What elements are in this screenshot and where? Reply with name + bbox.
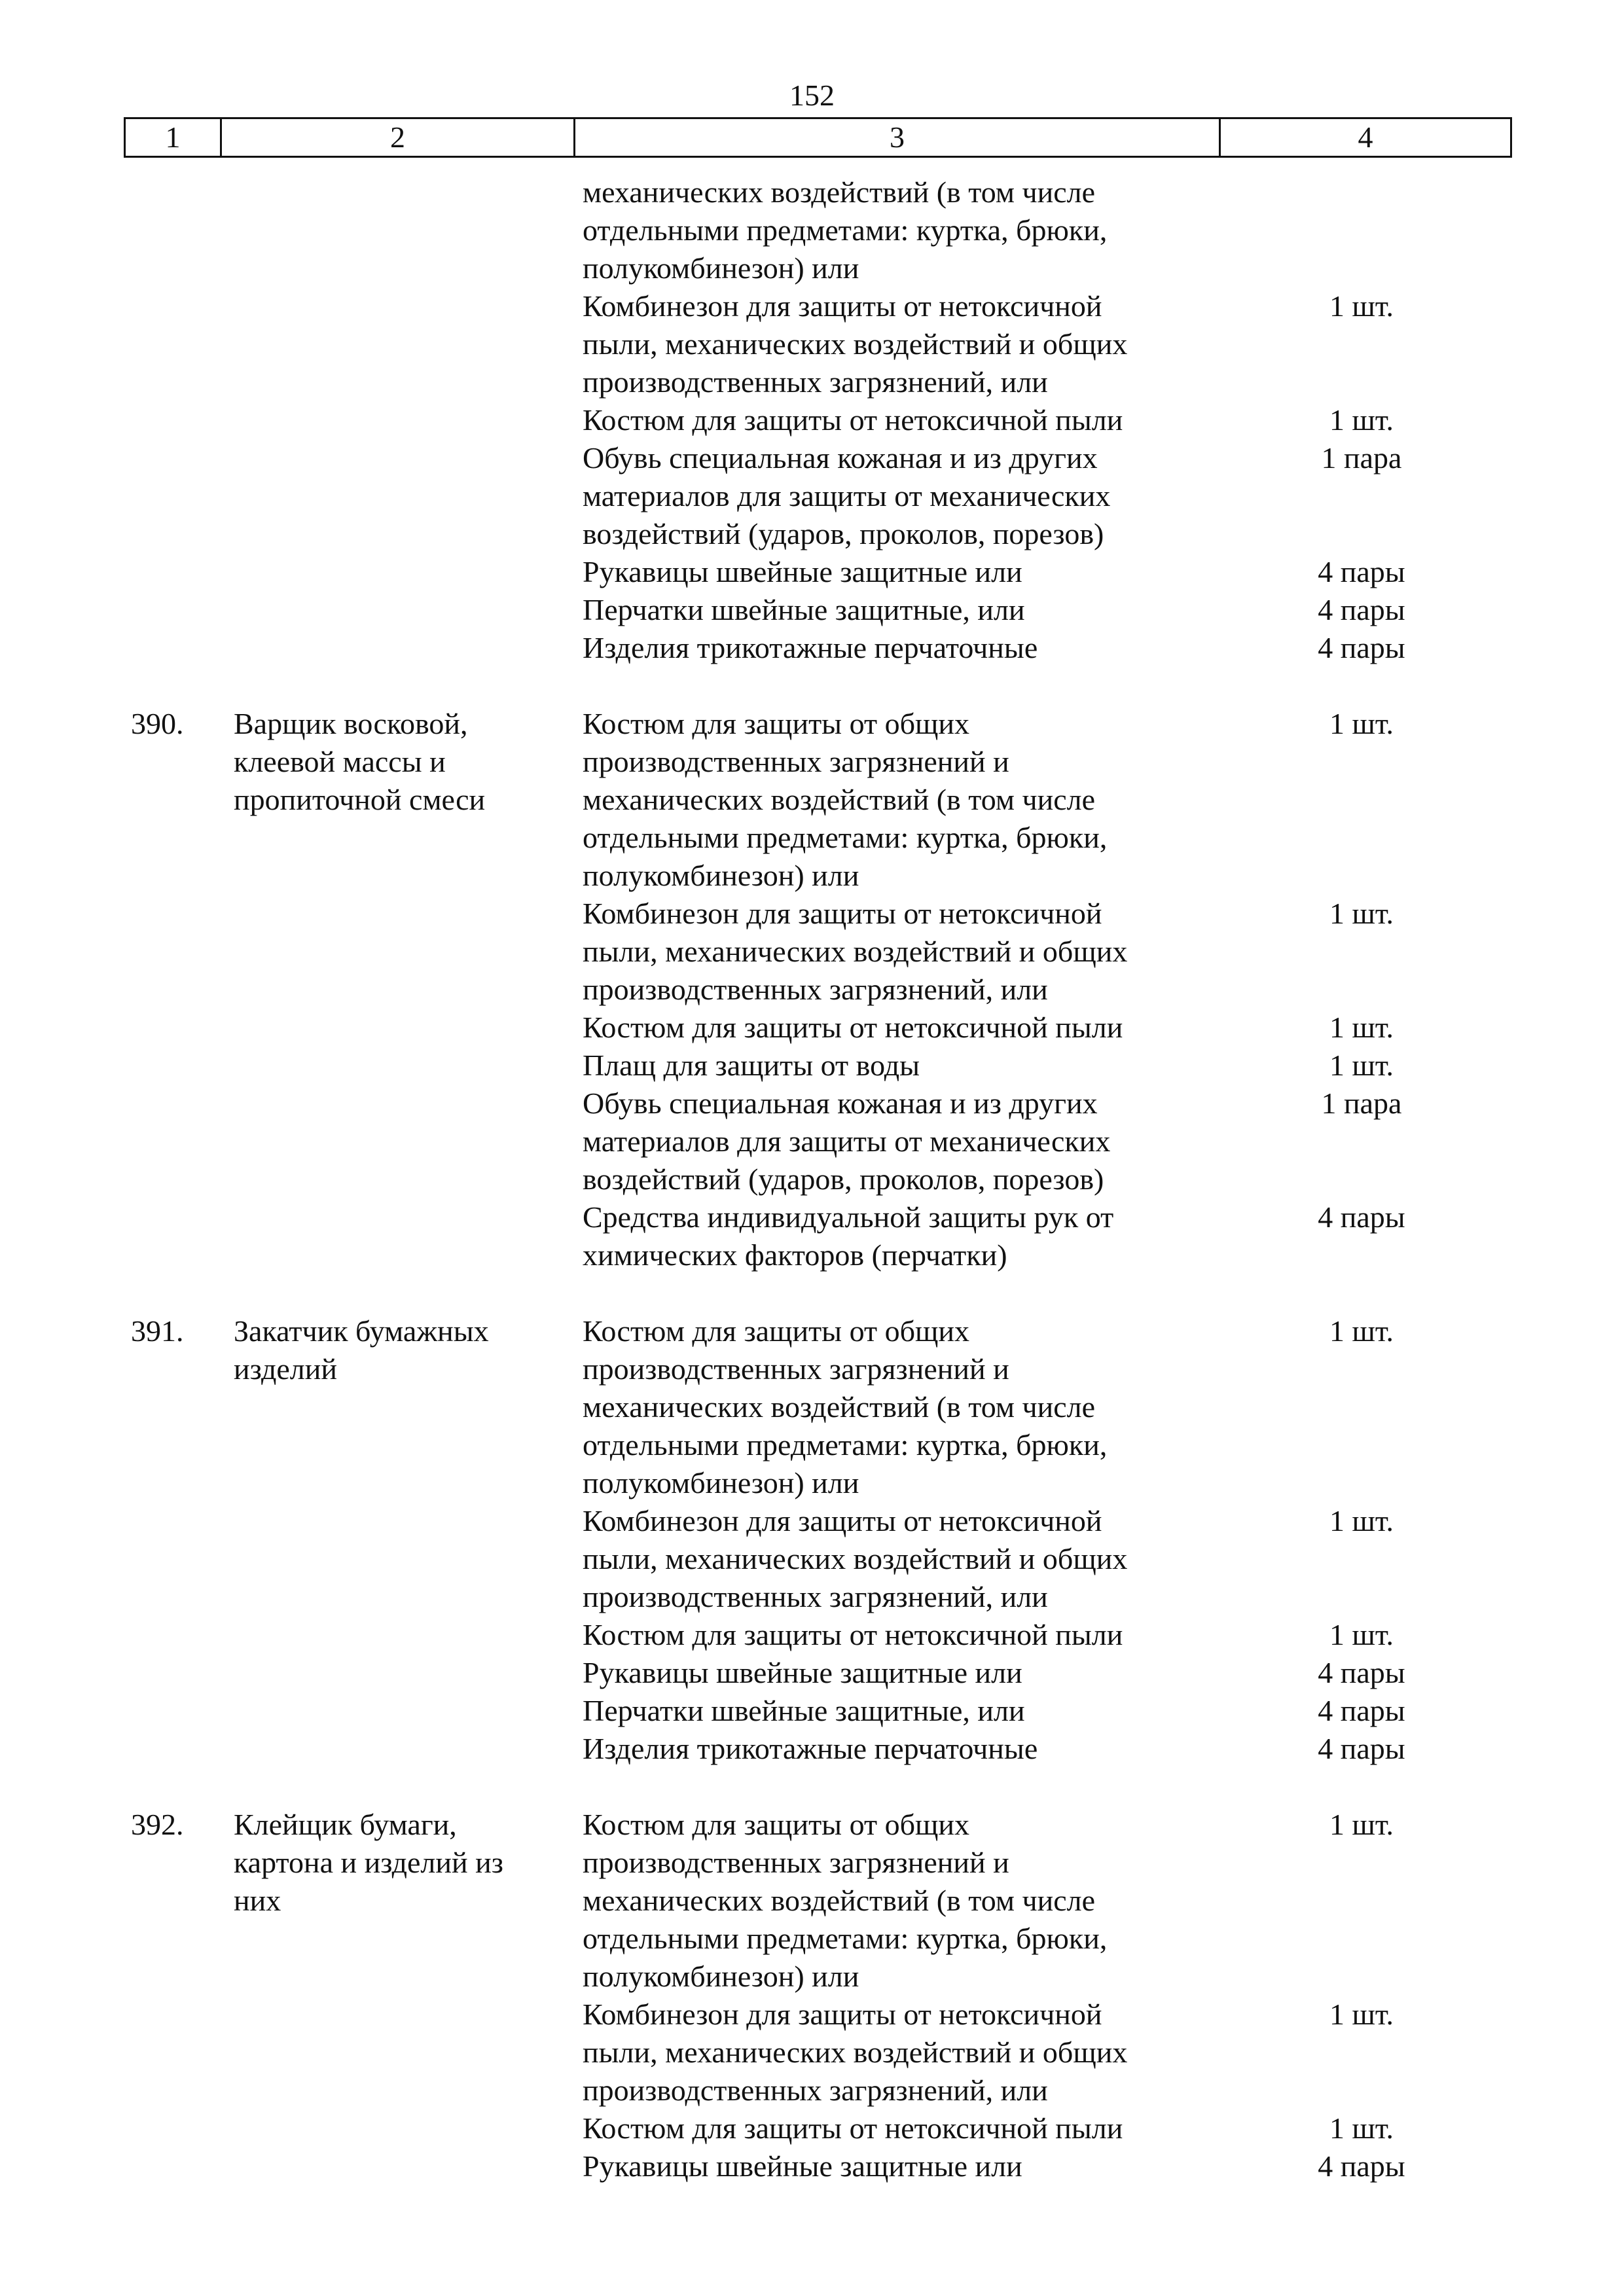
item-text-line: Изделия трикотажные перчаточные [583, 1732, 1038, 1765]
entry-number: 390. [131, 707, 184, 740]
item-text-line: производственных загрязнений и [583, 745, 1009, 778]
item-quantity: 1 шт. [1329, 1998, 1394, 2031]
item-text-line: Обувь специальная кожаная и из других [583, 1086, 1098, 1120]
item-quantity: 1 шт. [1329, 1808, 1394, 1841]
item-text-line: Комбинезон для защиты от нетоксичной [583, 1504, 1102, 1537]
item-text-line: Костюм для защиты от нетоксичной пыли [583, 1618, 1123, 1651]
item-quantity: 4 пары [1318, 555, 1405, 588]
item-text-line: химических факторов (перчатки) [583, 1238, 1007, 1272]
column-header-row [124, 117, 1512, 158]
occupation-name-line: пропиточной смеси [234, 783, 486, 816]
item-text-line: Костюм для защиты от нетоксичной пыли [583, 403, 1123, 437]
item-text-line: материалов для защиты от механических [583, 1124, 1111, 1158]
item-text-line: отдельными предметами: куртка, брюки, [583, 1428, 1108, 1462]
item-text-line: механических воздействий (в том числе [583, 1390, 1096, 1424]
item-text-line: производственных загрязнений, или [583, 973, 1048, 1006]
item-quantity: 4 пары [1318, 1732, 1405, 1765]
item-quantity: 1 шт. [1329, 897, 1394, 930]
column-header-3: 3 [575, 119, 1221, 156]
item-text-line: механических воздействий (в том числе [583, 783, 1096, 816]
item-text-line: Костюм для защиты от общих [583, 1314, 970, 1348]
item-text-line: производственных загрязнений, или [583, 365, 1048, 399]
occupation-name-line: клеевой массы и [234, 745, 446, 778]
item-text-line: Комбинезон для защиты от нетоксичной [583, 1998, 1102, 2031]
page-number: 152 [789, 79, 835, 112]
item-text-line: пыли, механических воздействий и общих [583, 327, 1128, 361]
item-quantity: 4 пары [1318, 1656, 1405, 1689]
item-text-line: производственных загрязнений и [583, 1846, 1009, 1879]
item-quantity: 1 шт. [1329, 2111, 1394, 2145]
item-quantity: 1 шт. [1329, 707, 1394, 740]
occupation-name-line: Клейщик бумаги, [234, 1808, 457, 1841]
item-quantity: 4 пары [1318, 1694, 1405, 1727]
item-text-line: воздействий (ударов, проколов, порезов) [583, 1162, 1104, 1196]
item-text-line: полукомбинезон) или [583, 251, 859, 285]
item-quantity: 1 шт. [1329, 1618, 1394, 1651]
item-text-line: Рукавицы швейные защитные или [583, 2149, 1022, 2183]
occupation-name-line: них [234, 1884, 281, 1917]
item-text-line: пыли, механических воздействий и общих [583, 2036, 1128, 2069]
item-text-line: производственных загрязнений и [583, 1352, 1009, 1386]
occupation-name-line: Закатчик бумажных [234, 1314, 489, 1348]
item-text-line: полукомбинезон) или [583, 1960, 859, 1993]
item-text-line: Плащ для защиты от воды [583, 1049, 920, 1082]
occupation-name-line: картона и изделий из [234, 1846, 503, 1879]
item-text-line: пыли, механических воздействий и общих [583, 1542, 1128, 1575]
item-text-line: производственных загрязнений, или [583, 1580, 1048, 1613]
item-text-line: отдельными предметами: куртка, брюки, [583, 821, 1108, 854]
column-header-2: 2 [222, 119, 575, 156]
item-text-line: Обувь специальная кожаная и из других [583, 441, 1098, 475]
entry-number: 391. [131, 1314, 184, 1348]
item-text-line: Перчатки швейные защитные, или [583, 1694, 1025, 1727]
item-text-line: материалов для защиты от механических [583, 479, 1111, 512]
item-quantity: 4 пары [1318, 2149, 1405, 2183]
item-text-line: механических воздействий (в том числе [583, 1884, 1096, 1917]
occupation-name-line: Варщик восковой, [234, 707, 468, 740]
item-quantity: 1 пара [1321, 1086, 1402, 1120]
item-quantity: 1 шт. [1329, 1049, 1394, 1082]
item-quantity: 1 шт. [1329, 1504, 1394, 1537]
item-text-line: Комбинезон для защиты от нетоксичной [583, 897, 1102, 930]
item-text-line: отдельными предметами: куртка, брюки, [583, 213, 1108, 247]
item-text-line: полукомбинезон) или [583, 1466, 859, 1499]
item-text-line: Рукавицы швейные защитные или [583, 555, 1022, 588]
item-quantity: 1 шт. [1329, 1314, 1394, 1348]
item-text-line: производственных загрязнений, или [583, 2073, 1048, 2107]
item-text-line: пыли, механических воздействий и общих [583, 935, 1128, 968]
item-text-line: полукомбинезон) или [583, 859, 859, 892]
item-text-line: Комбинезон для защиты от нетоксичной [583, 289, 1102, 323]
item-quantity: 4 пары [1318, 593, 1405, 626]
item-text-line: Костюм для защиты от общих [583, 1808, 970, 1841]
item-text-line: Костюм для защиты от общих [583, 707, 970, 740]
item-text-line: Костюм для защиты от нетоксичной пыли [583, 1011, 1123, 1044]
item-text-line: Средства индивидуальной защиты рук от [583, 1200, 1114, 1234]
column-header-1: 1 [126, 119, 222, 156]
item-quantity: 1 шт. [1329, 289, 1394, 323]
occupation-name-line: изделий [234, 1352, 337, 1386]
item-text-line: Костюм для защиты от нетоксичной пыли [583, 2111, 1123, 2145]
item-text-line: Рукавицы швейные защитные или [583, 1656, 1022, 1689]
column-header-4: 4 [1358, 120, 1373, 154]
item-quantity: 4 пары [1318, 631, 1405, 664]
item-quantity: 4 пары [1318, 1200, 1405, 1234]
item-quantity: 1 шт. [1329, 403, 1394, 437]
item-text-line: воздействий (ударов, проколов, порезов) [583, 517, 1104, 550]
entry-number: 392. [131, 1808, 184, 1841]
item-quantity: 1 шт. [1329, 1011, 1394, 1044]
item-text-line: отдельными предметами: куртка, брюки, [583, 1922, 1108, 1955]
item-text-line: Изделия трикотажные перчаточные [583, 631, 1038, 664]
item-text-line: механических воздействий (в том числе [583, 175, 1096, 209]
item-quantity: 1 пара [1321, 441, 1402, 475]
item-text-line: Перчатки швейные защитные, или [583, 593, 1025, 626]
